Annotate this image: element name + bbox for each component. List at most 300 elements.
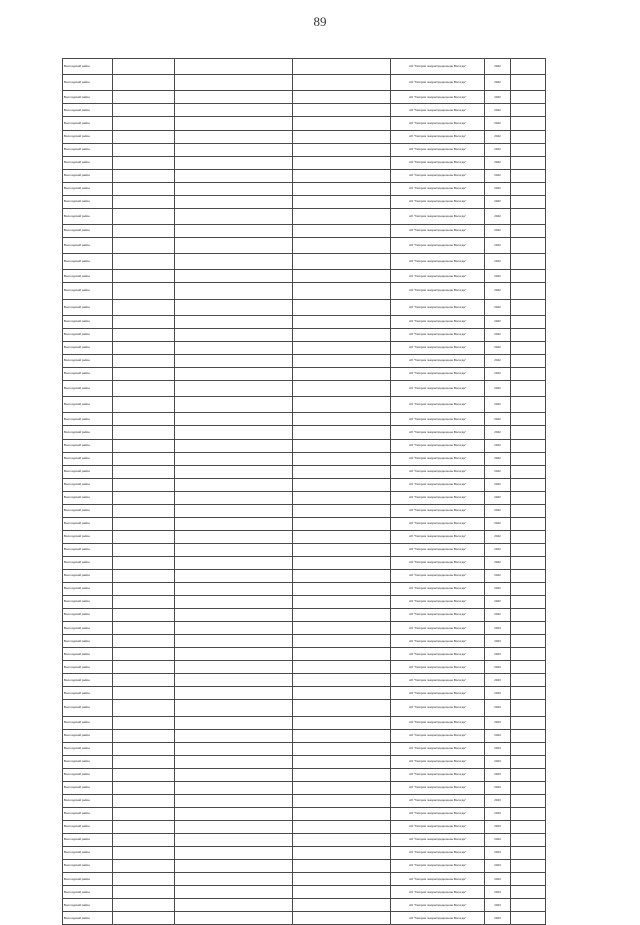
cell-object [175, 635, 293, 648]
cell-settlement [113, 807, 175, 820]
cell-district: Вологодский район [63, 504, 113, 517]
cell-month [511, 413, 546, 426]
cell-month [511, 130, 546, 143]
table-row [63, 156, 546, 169]
cell-address [293, 491, 391, 504]
cell-year: 2022 [485, 315, 511, 328]
cell-year: 2023 [485, 700, 511, 716]
cell-settlement [113, 648, 175, 661]
cell-district: Вологодский район [63, 169, 113, 182]
cell-owner: АО "Газпром газораспределение Вологда" [391, 283, 485, 299]
cell-settlement [113, 687, 175, 700]
cell-year: 2022 [485, 283, 511, 299]
cell-month [511, 556, 546, 569]
cell-month [511, 195, 546, 208]
cell-object [175, 238, 293, 254]
table-row [63, 609, 546, 622]
cell-address [293, 208, 391, 224]
cell-month [511, 397, 546, 413]
cell-settlement [113, 504, 175, 517]
cell-settlement [113, 195, 175, 208]
cell-owner: АО "Газпром газораспределение Вологда" [391, 208, 485, 224]
cell-address [293, 583, 391, 596]
cell-district: Вологодский район [63, 635, 113, 648]
cell-owner: АО "Газпром газораспределение Вологда" [391, 413, 485, 426]
cell-address [293, 195, 391, 208]
cell-object [175, 397, 293, 413]
cell-settlement [113, 596, 175, 609]
cell-settlement [113, 821, 175, 834]
cell-address [293, 807, 391, 820]
cell-object [175, 543, 293, 556]
cell-district: Вологодский район [63, 195, 113, 208]
cell-settlement [113, 491, 175, 504]
cell-year: 2022 [485, 609, 511, 622]
page-number: 89 [313, 14, 327, 29]
cell-district: Вологодский район [63, 583, 113, 596]
cell-month [511, 570, 546, 583]
table-row [63, 238, 546, 254]
cell-object [175, 794, 293, 807]
cell-month [511, 91, 546, 104]
cell-owner: АО "Газпром газораспределение Вологда" [391, 465, 485, 478]
cell-district: Вологодский район [63, 834, 113, 847]
cell-district: Вологодский район [63, 742, 113, 755]
cell-address [293, 635, 391, 648]
cell-address [293, 661, 391, 674]
cell-settlement [113, 873, 175, 886]
table-row [63, 583, 546, 596]
cell-object [175, 491, 293, 504]
cell-year: 2022 [485, 368, 511, 381]
cell-month [511, 768, 546, 781]
cell-settlement [113, 465, 175, 478]
cell-district: Вологодский район [63, 381, 113, 397]
cell-address [293, 426, 391, 439]
cell-owner: АО "Газпром газораспределение Вологда" [391, 452, 485, 465]
cell-address [293, 478, 391, 491]
cell-address [293, 794, 391, 807]
cell-address [293, 397, 391, 413]
cell-owner: АО "Газпром газораспределение Вологда" [391, 368, 485, 381]
cell-object [175, 570, 293, 583]
cell-object [175, 195, 293, 208]
cell-settlement [113, 729, 175, 742]
cell-month [511, 687, 546, 700]
cell-address [293, 847, 391, 860]
table-row [63, 700, 546, 716]
cell-month [511, 583, 546, 596]
cell-settlement [113, 254, 175, 270]
cell-month [511, 452, 546, 465]
cell-year: 2022 [485, 341, 511, 354]
cell-owner: АО "Газпром газораспределение Вологда" [391, 182, 485, 195]
cell-month [511, 834, 546, 847]
cell-object [175, 270, 293, 283]
cell-settlement [113, 426, 175, 439]
cell-month [511, 156, 546, 169]
cell-owner: АО "Газпром газораспределение Вологда" [391, 491, 485, 504]
cell-district: Вологодский район [63, 821, 113, 834]
table-row [63, 716, 546, 729]
table-row [63, 491, 546, 504]
cell-settlement [113, 661, 175, 674]
cell-settlement [113, 899, 175, 912]
cell-month [511, 368, 546, 381]
table-row [63, 254, 546, 270]
cell-month [511, 596, 546, 609]
cell-owner: АО "Газпром газораспределение Вологда" [391, 195, 485, 208]
cell-district: Вологодский район [63, 224, 113, 237]
cell-month [511, 807, 546, 820]
cell-settlement [113, 397, 175, 413]
cell-object [175, 886, 293, 899]
table-row [63, 478, 546, 491]
cell-district: Вологодский район [63, 543, 113, 556]
cell-settlement [113, 742, 175, 755]
cell-district: Вологодский район [63, 794, 113, 807]
cell-address [293, 283, 391, 299]
cell-month [511, 299, 546, 315]
cell-address [293, 899, 391, 912]
cell-year: 2022 [485, 583, 511, 596]
cell-address [293, 130, 391, 143]
table-row [63, 439, 546, 452]
table-row [63, 91, 546, 104]
cell-district: Вологодский район [63, 570, 113, 583]
cell-owner: АО "Газпром газораспределение Вологда" [391, 397, 485, 413]
cell-year: 2022 [485, 299, 511, 315]
cell-settlement [113, 143, 175, 156]
cell-district: Вологодский район [63, 530, 113, 543]
cell-month [511, 238, 546, 254]
cell-month [511, 742, 546, 755]
cell-year: 2022 [485, 491, 511, 504]
table-row [63, 452, 546, 465]
cell-settlement [113, 860, 175, 873]
cell-address [293, 156, 391, 169]
cell-year: 2023 [485, 716, 511, 729]
cell-address [293, 687, 391, 700]
cell-year: 2022 [485, 397, 511, 413]
cell-district: Вологодский район [63, 873, 113, 886]
table-row [63, 556, 546, 569]
cell-settlement [113, 530, 175, 543]
cell-settlement [113, 169, 175, 182]
table-row [63, 768, 546, 781]
cell-year: 2022 [485, 530, 511, 543]
cell-owner: АО "Газпром газораспределение Вологда" [391, 716, 485, 729]
table-row [63, 381, 546, 397]
cell-year: 2022 [485, 556, 511, 569]
cell-district: Вологодский район [63, 452, 113, 465]
cell-address [293, 465, 391, 478]
cell-object [175, 182, 293, 195]
table-body [63, 59, 546, 925]
cell-settlement [113, 583, 175, 596]
cell-year: 2023 [485, 755, 511, 768]
cell-settlement [113, 104, 175, 117]
cell-owner: АО "Газпром газораспределение Вологда" [391, 130, 485, 143]
table-row [63, 847, 546, 860]
cell-month [511, 700, 546, 716]
cell-month [511, 59, 546, 75]
cell-object [175, 354, 293, 367]
cell-object [175, 834, 293, 847]
cell-owner: АО "Газпром газораспределение Вологда" [391, 729, 485, 742]
cell-year: 2023 [485, 821, 511, 834]
cell-settlement [113, 413, 175, 426]
cell-address [293, 530, 391, 543]
cell-district: Вологодский район [63, 807, 113, 820]
cell-year: 2023 [485, 860, 511, 873]
cell-district: Вологодский район [63, 397, 113, 413]
cell-object [175, 465, 293, 478]
table-row [63, 899, 546, 912]
cell-object [175, 368, 293, 381]
cell-year: 2023 [485, 622, 511, 635]
table-row [63, 504, 546, 517]
cell-district: Вологодский район [63, 661, 113, 674]
cell-month [511, 794, 546, 807]
cell-year: 2022 [485, 517, 511, 530]
cell-object [175, 609, 293, 622]
cell-month [511, 873, 546, 886]
cell-object [175, 341, 293, 354]
cell-object [175, 661, 293, 674]
cell-settlement [113, 91, 175, 104]
cell-address [293, 622, 391, 635]
table-row [63, 341, 546, 354]
cell-owner: АО "Газпром газораспределение Вологда" [391, 834, 485, 847]
cell-month [511, 104, 546, 117]
cell-year: 2023 [485, 661, 511, 674]
cell-object [175, 530, 293, 543]
cell-district: Вологодский район [63, 130, 113, 143]
cell-year: 2022 [485, 117, 511, 130]
table-row [63, 75, 546, 91]
table-row [63, 270, 546, 283]
cell-year: 2022 [485, 130, 511, 143]
cell-address [293, 354, 391, 367]
cell-month [511, 143, 546, 156]
cell-object [175, 452, 293, 465]
cell-settlement [113, 315, 175, 328]
cell-month [511, 781, 546, 794]
table-row [63, 648, 546, 661]
cell-district: Вологодский район [63, 59, 113, 75]
cell-year: 2023 [485, 794, 511, 807]
cell-owner: АО "Газпром газораспределение Вологда" [391, 794, 485, 807]
table-row [63, 104, 546, 117]
cell-object [175, 821, 293, 834]
cell-month [511, 648, 546, 661]
cell-settlement [113, 439, 175, 452]
table-row [63, 729, 546, 742]
cell-district: Вологодский район [63, 860, 113, 873]
cell-year: 2023 [485, 899, 511, 912]
cell-month [511, 504, 546, 517]
cell-address [293, 169, 391, 182]
cell-settlement [113, 674, 175, 687]
cell-district: Вологодский район [63, 117, 113, 130]
cell-owner: АО "Газпром газораспределение Вологда" [391, 755, 485, 768]
cell-district: Вологодский район [63, 439, 113, 452]
cell-settlement [113, 381, 175, 397]
cell-month [511, 224, 546, 237]
cell-district: Вологодский район [63, 208, 113, 224]
cell-address [293, 543, 391, 556]
cell-address [293, 886, 391, 899]
cell-district: Вологодский район [63, 517, 113, 530]
cell-settlement [113, 622, 175, 635]
cell-settlement [113, 768, 175, 781]
table-row [63, 397, 546, 413]
cell-settlement [113, 635, 175, 648]
cell-object [175, 716, 293, 729]
cell-year: 2022 [485, 328, 511, 341]
cell-month [511, 517, 546, 530]
table-row [63, 807, 546, 820]
cell-year: 2022 [485, 143, 511, 156]
cell-settlement [113, 755, 175, 768]
table-row [63, 283, 546, 299]
cell-owner: АО "Газпром газораспределение Вологда" [391, 674, 485, 687]
cell-settlement [113, 556, 175, 569]
cell-year: 2022 [485, 504, 511, 517]
cell-object [175, 781, 293, 794]
cell-owner: АО "Газпром газораспределение Вологда" [391, 59, 485, 75]
cell-address [293, 368, 391, 381]
table-row [63, 130, 546, 143]
cell-object [175, 768, 293, 781]
cell-owner: АО "Газпром газораспределение Вологда" [391, 899, 485, 912]
cell-month [511, 661, 546, 674]
cell-address [293, 75, 391, 91]
table-row [63, 413, 546, 426]
table-row [63, 530, 546, 543]
table-row [63, 182, 546, 195]
cell-year: 2022 [485, 596, 511, 609]
cell-district: Вологодский район [63, 465, 113, 478]
cell-owner: АО "Газпром газораспределение Вологда" [391, 648, 485, 661]
table-row [63, 912, 546, 925]
cell-year: 2022 [485, 439, 511, 452]
document-table [62, 58, 546, 925]
cell-owner: АО "Газпром газораспределение Вологда" [391, 873, 485, 886]
cell-object [175, 143, 293, 156]
cell-month [511, 609, 546, 622]
cell-owner: АО "Газпром газораспределение Вологда" [391, 742, 485, 755]
cell-address [293, 224, 391, 237]
cell-address [293, 104, 391, 117]
cell-object [175, 912, 293, 925]
cell-district: Вологодский район [63, 596, 113, 609]
cell-year: 2023 [485, 873, 511, 886]
cell-month [511, 729, 546, 742]
cell-address [293, 117, 391, 130]
cell-owner: АО "Газпром газораспределение Вологда" [391, 328, 485, 341]
cell-district: Вологодский район [63, 729, 113, 742]
cell-object [175, 59, 293, 75]
cell-object [175, 674, 293, 687]
cell-month [511, 117, 546, 130]
cell-address [293, 504, 391, 517]
cell-settlement [113, 452, 175, 465]
cell-owner: АО "Газпром газораспределение Вологда" [391, 847, 485, 860]
table-row [63, 860, 546, 873]
cell-owner: АО "Газпром газораспределение Вологда" [391, 821, 485, 834]
table-row [63, 596, 546, 609]
cell-district: Вологодский район [63, 283, 113, 299]
cell-district: Вологодский район [63, 847, 113, 860]
cell-address [293, 742, 391, 755]
cell-settlement [113, 283, 175, 299]
cell-object [175, 648, 293, 661]
cell-district: Вологодский район [63, 299, 113, 315]
cell-district: Вологодский район [63, 426, 113, 439]
cell-object [175, 208, 293, 224]
cell-district: Вологодский район [63, 104, 113, 117]
cell-owner: АО "Газпром газораспределение Вологда" [391, 517, 485, 530]
cell-settlement [113, 224, 175, 237]
cell-district: Вологодский район [63, 75, 113, 91]
cell-owner: АО "Газпром газораспределение Вологда" [391, 169, 485, 182]
table-row [63, 794, 546, 807]
cell-address [293, 341, 391, 354]
cell-object [175, 860, 293, 873]
cell-district: Вологодский район [63, 143, 113, 156]
table-row [63, 224, 546, 237]
cell-address [293, 648, 391, 661]
cell-object [175, 254, 293, 270]
cell-month [511, 439, 546, 452]
cell-settlement [113, 570, 175, 583]
cell-address [293, 270, 391, 283]
table-row [63, 368, 546, 381]
cell-owner: АО "Газпром газораспределение Вологда" [391, 91, 485, 104]
table-row [63, 465, 546, 478]
table-row [63, 328, 546, 341]
cell-owner: АО "Газпром газораспределение Вологда" [391, 596, 485, 609]
cell-month [511, 543, 546, 556]
cell-address [293, 570, 391, 583]
cell-settlement [113, 794, 175, 807]
cell-month [511, 426, 546, 439]
cell-object [175, 504, 293, 517]
cell-month [511, 912, 546, 925]
cell-object [175, 104, 293, 117]
cell-year: 2022 [485, 354, 511, 367]
cell-year: 2022 [485, 452, 511, 465]
cell-year: 2023 [485, 635, 511, 648]
cell-month [511, 491, 546, 504]
cell-object [175, 328, 293, 341]
cell-district: Вологодский район [63, 687, 113, 700]
cell-month [511, 886, 546, 899]
table-row [63, 661, 546, 674]
cell-month [511, 530, 546, 543]
cell-owner: АО "Газпром газораспределение Вологда" [391, 75, 485, 91]
cell-object [175, 130, 293, 143]
cell-owner: АО "Газпром газораспределение Вологда" [391, 224, 485, 237]
cell-settlement [113, 328, 175, 341]
cell-owner: АО "Газпром газораспределение Вологда" [391, 426, 485, 439]
cell-month [511, 622, 546, 635]
cell-object [175, 847, 293, 860]
cell-owner: АО "Газпром газораспределение Вологда" [391, 143, 485, 156]
cell-district: Вологодский район [63, 622, 113, 635]
